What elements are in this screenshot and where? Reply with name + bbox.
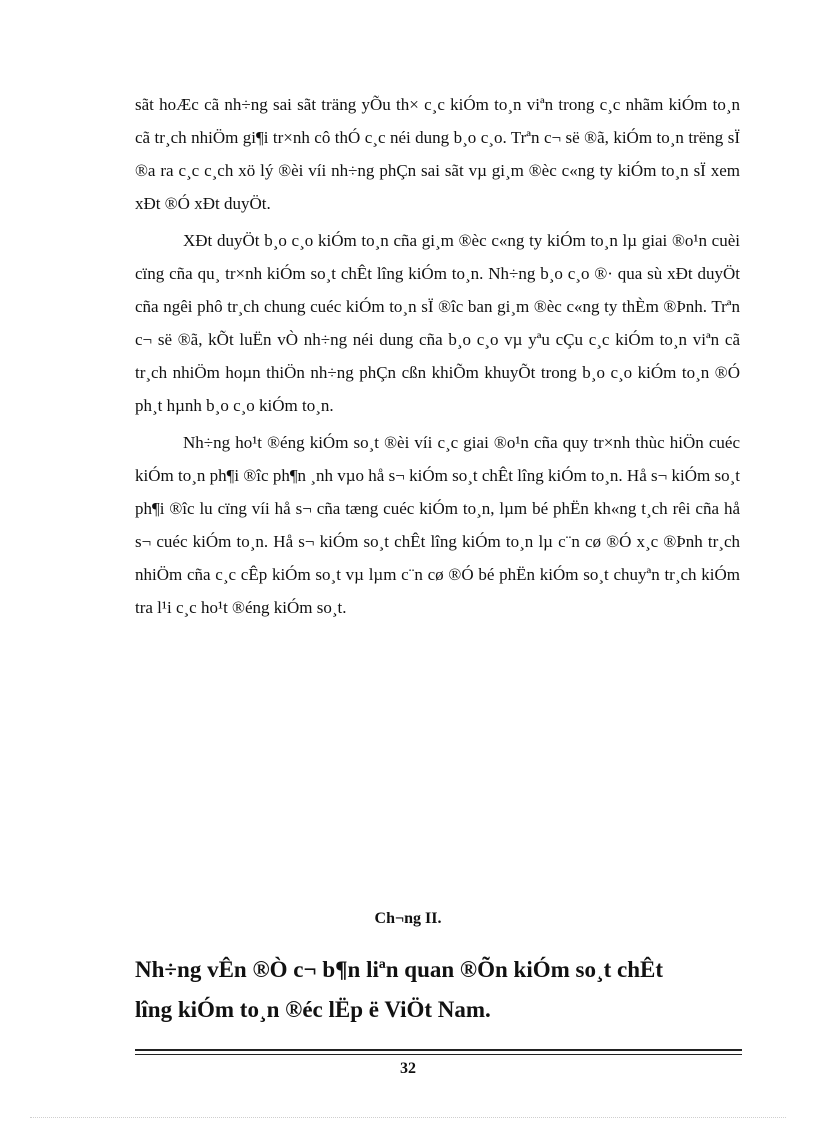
chapter-label: Ch¬ng II. [374, 910, 442, 927]
chapter-title-line-2: lîng kiÓm to¸n ®éc lËp ë ViÖt Nam. [135, 997, 491, 1022]
paragraph-3: Nh÷ng ho¹t ®éng kiÓm so¸t ®èi víi c¸c giai ®o¹n cña quy tr×nh thùc hiÖn cuéc kiÓm to¸n ph¶i ®îc ph¶n ¸nh vµo hå s¬ kiÓm so¸t chÊt lîng kiÓm to¸n. Hå s¬ kiÓm so¸t ph¶i ®îc lu cïng víi hå s¬ cña tæng cuéc kiÓm to¸n, lµm bé phËn kh«ng t¸ch rêi cña hå s¬ cuéc kiÓm to¸n. Hå s¬ kiÓm so¸t chÊt lîng kiÓm to¸n lµ c¨n cø ®Ó x¸c ®Þnh tr¸ch nhiÖm cña c¸c cÊp kiÓm so¸t vµ lµm c¨n cø ®Ó bé phËn kiÓm so¸t chuyªn tr¸ch kiÓm tra l¹i c¸c ho¹t ®éng kiÓm so¸t. [135, 433, 740, 617]
body-text [135, 88, 740, 628]
paragraph-2: XÐt duyÖt b¸o c¸o kiÓm to¸n cña gi¸m ®èc c«ng ty kiÓm to¸n lµ giai ®o¹n cuèi cïng cña qu¸ tr×nh kiÓm so¸t chÊt lîng kiÓm to¸n. Nh÷ng b¸o c¸o ®· qua sù xÐt duyÖt cña ngêi phô tr¸ch chung cuéc kiÓm to¸n sÏ ®îc ban gi¸m ®èc c«ng ty thÈm ®Þnh. Trªn c¬ së ®ã, kÕt luËn vÒ nh÷ng néi dung cña b¸o c¸o vµ yªu cÇu c¸c kiÓm to¸n viªn cã tr¸ch nhiÖm hoµn thiÖn nh÷ng phÇn cßn khiÕm khuyÕt trong b¸o c¸o kiÓm to¸n ®Ó ph¸t hµnh b¸o c¸o kiÓm to¸n. [135, 231, 740, 415]
footer-rule [135, 1049, 742, 1055]
chapter-title-line-1: Nh÷ng vÊn ®Ò c¬ b¶n liªn quan ®Õn kiÓm so¸t chÊt [135, 957, 664, 982]
page-number: 32 [400, 1060, 416, 1077]
chapter-title [135, 950, 740, 1030]
paragraph-1: sãt hoÆc cã nh÷ng sai sãt träng yÕu th× c¸c kiÓm to¸n viªn trong c¸c nhãm kiÓm to¸n cã tr¸ch nhiÖm gi¶i tr×nh cô thÓ c¸c néi dung b¸o c¸o. Trªn c¬ së ®ã, kiÓm to¸n trëng sÏ ®a ra c¸c c¸ch xö lý ®èi víi nh÷ng phÇn sai sãt vµ gi¸m ®èc c«ng ty kiÓm to¸n sÏ xem xÐt ®Ó xÐt duyÖt. [135, 95, 740, 213]
page-border [30, 1117, 786, 1118]
